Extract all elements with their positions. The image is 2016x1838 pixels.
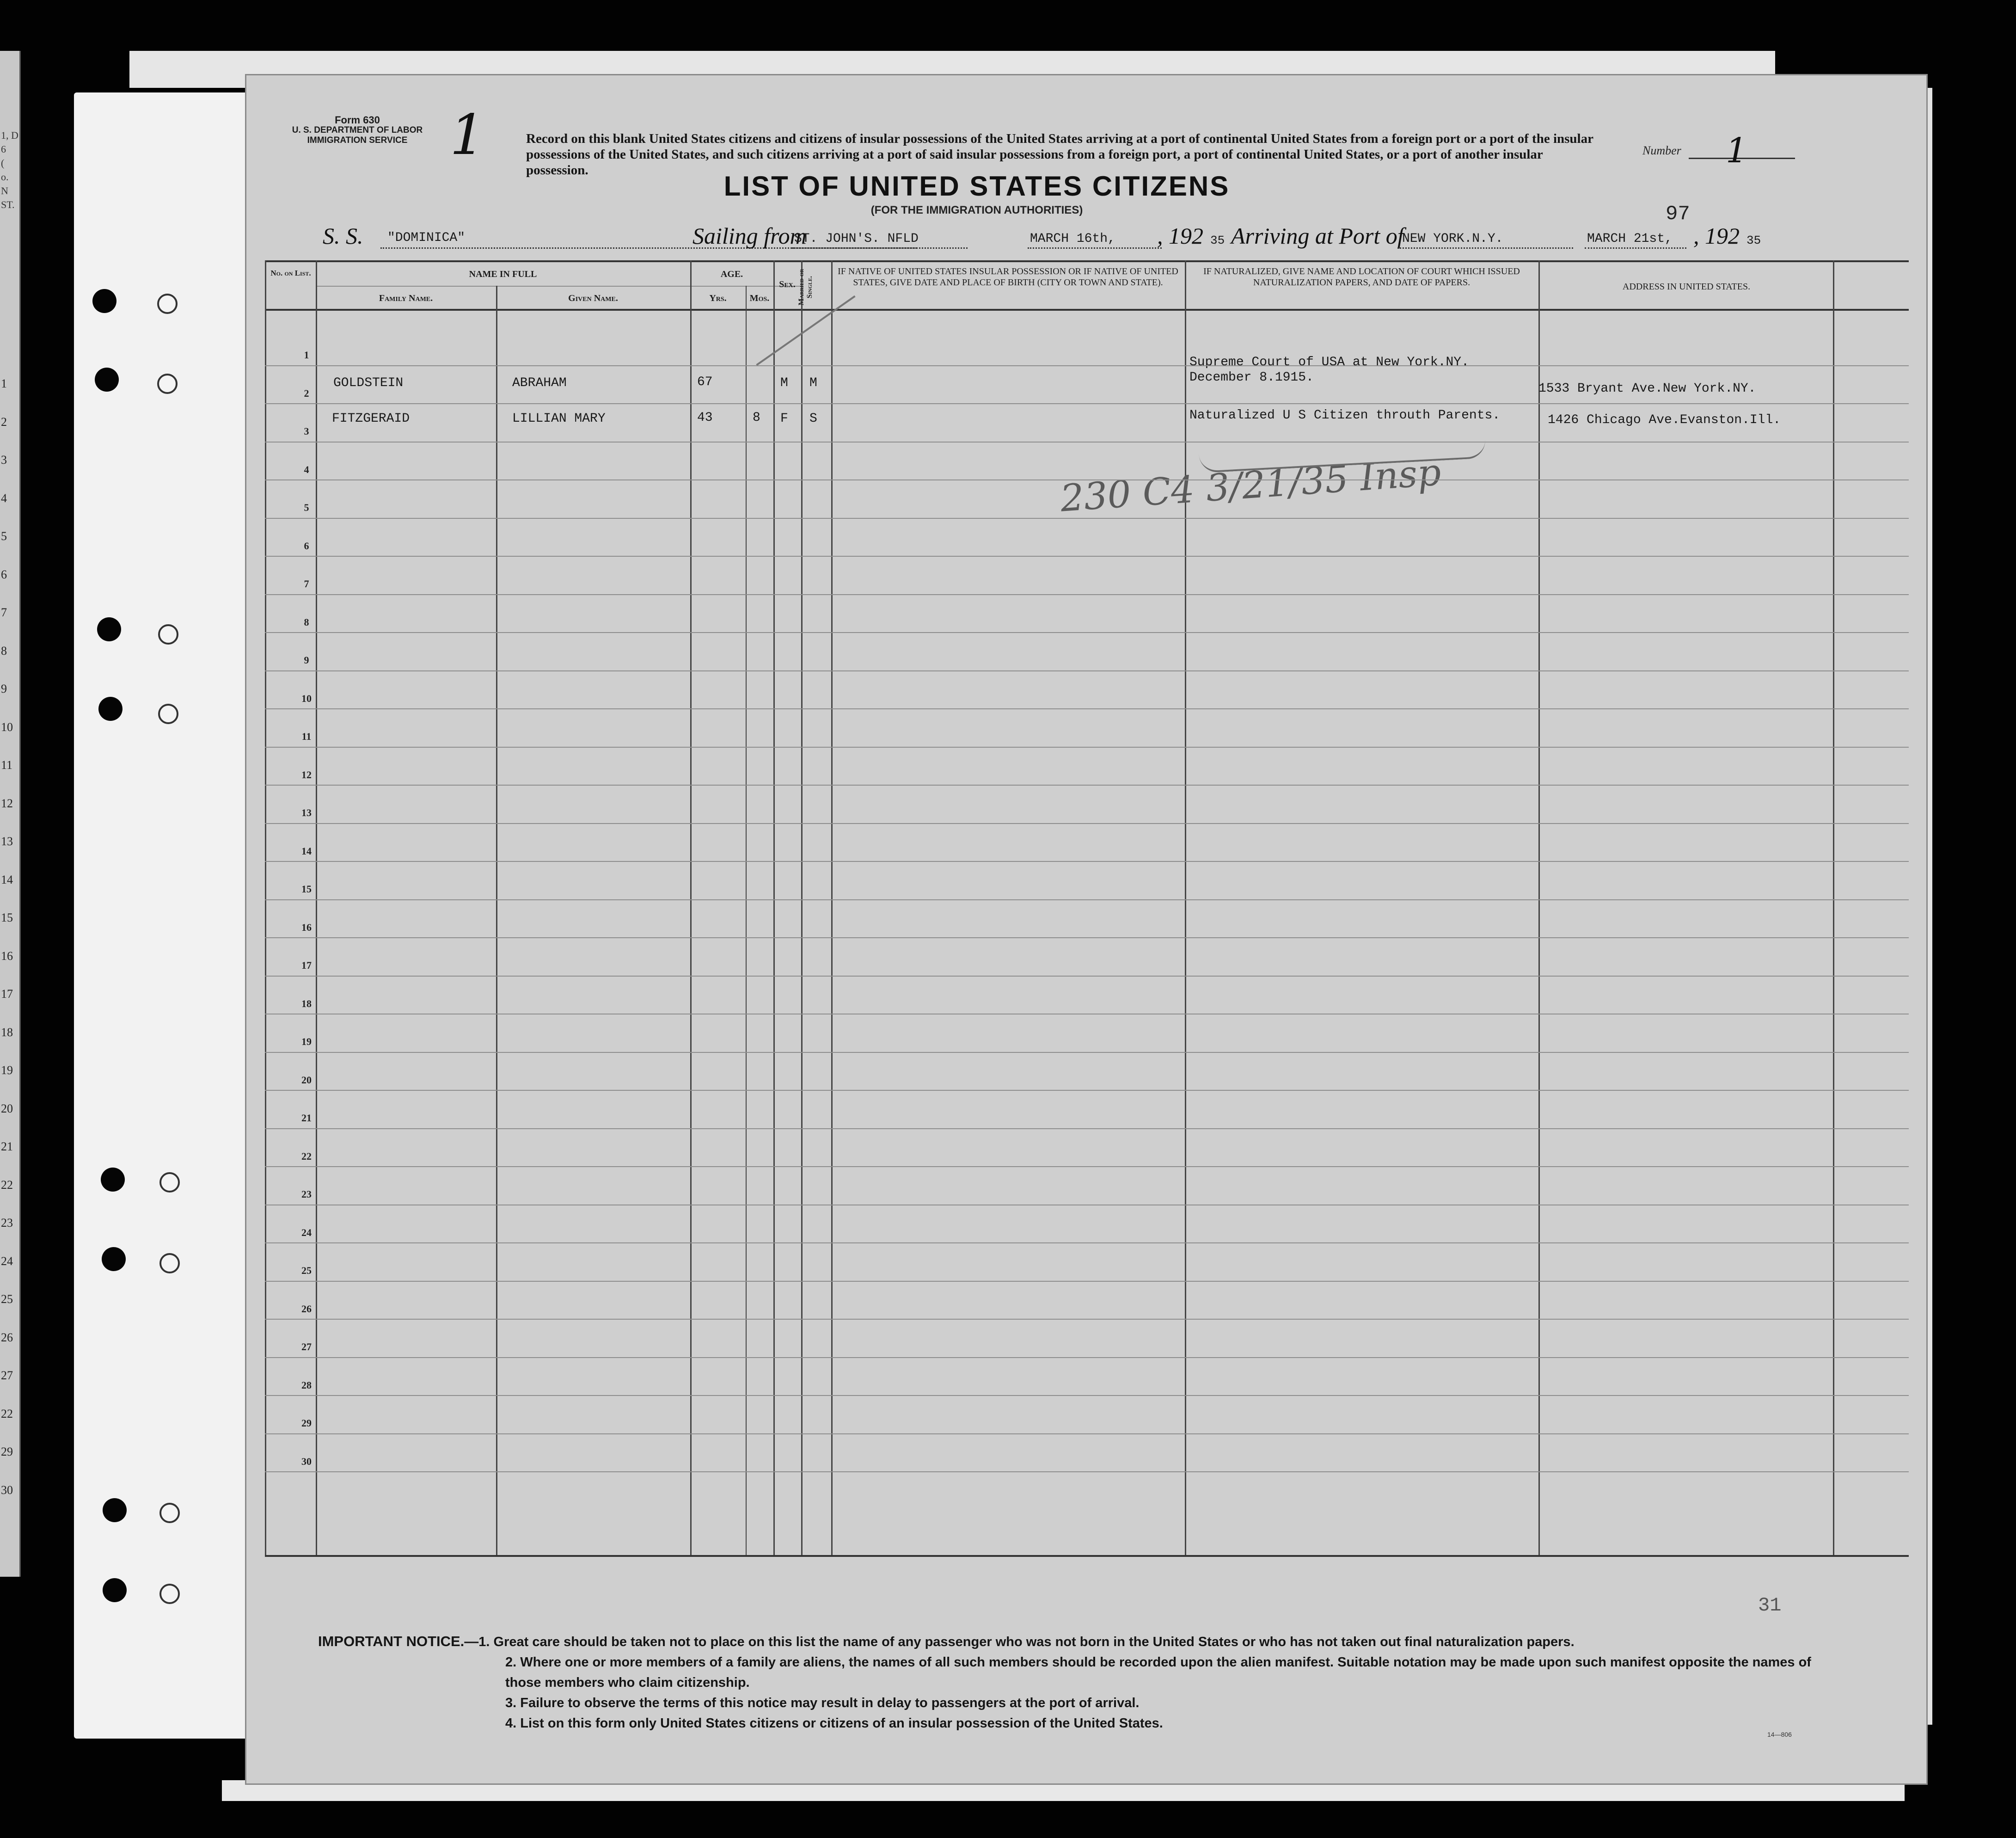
arrival-port-underline [1397, 247, 1573, 249]
ss-label: S. S. [323, 223, 363, 249]
header-mos: Mos. [749, 293, 770, 303]
col-divider [316, 260, 317, 1555]
header-name-in-full: NAME IN FULL [469, 269, 537, 279]
sailing-date-underline [1028, 247, 1162, 249]
header-family-name: Family Name. [379, 293, 433, 303]
row-number: 27 [301, 1341, 312, 1352]
arrival-date-underline [1585, 247, 1686, 249]
stub-row-number: 3 [1, 453, 7, 467]
header-age: AGE. [720, 269, 743, 279]
col-divider [746, 286, 747, 1555]
stub-row-number: 21 [1, 1140, 13, 1153]
row-number: 15 [301, 883, 312, 895]
row-rule [265, 1281, 1909, 1282]
stub-row-number: 10 [1, 720, 13, 734]
row-rule [265, 1357, 1909, 1358]
punch-hole [102, 1247, 126, 1271]
row-rule [265, 1471, 1909, 1472]
row-rule [265, 632, 1909, 633]
department-name: U. S. DEPARTMENT OF LABOR [292, 125, 423, 135]
header-naturalized: IF NATURALIZED, GIVE NAME AND LOCATION OF COURT WHICH ISSUED NATURALIZATION PAPERS, AND DATE OF PAPERS. [1203, 266, 1520, 288]
stub-row-number: 20 [1, 1101, 13, 1115]
punch-hole [92, 289, 116, 313]
punch-hole [103, 1498, 127, 1522]
ring-hole [157, 374, 178, 394]
passenger-table [265, 260, 1909, 1578]
row-rule [265, 976, 1909, 977]
passenger-2-age-mos: 8 [753, 411, 760, 425]
stub-row-number: 25 [1, 1292, 13, 1306]
row-rule [265, 1319, 1909, 1320]
ring-hole [159, 1172, 180, 1193]
passenger-2-given-name: LILLIAN MARY [512, 412, 606, 426]
row-number: 3 [304, 425, 309, 437]
stub-header-text: ( [1, 157, 5, 169]
row-rule [265, 479, 1909, 480]
row-rule [265, 556, 1909, 557]
notice-item [318, 1631, 1834, 1652]
stub-row-number: 30 [1, 1483, 13, 1497]
row-rule [265, 1395, 1909, 1396]
row-number: 19 [301, 1036, 312, 1047]
inspector-signature [1198, 419, 1486, 473]
row-number: 5 [304, 502, 309, 513]
arriving-label: Arriving at Port of [1231, 223, 1404, 249]
stub-row-number: 23 [1, 1216, 13, 1229]
row-rule [265, 594, 1909, 595]
table-top-rule [265, 260, 1909, 262]
row-number: 17 [301, 959, 312, 971]
row-rule [265, 442, 1909, 443]
row-rule [265, 403, 1909, 404]
row-rule [265, 747, 1909, 748]
col-divider [801, 260, 803, 1555]
row-number: 24 [301, 1226, 312, 1238]
inspector-annotation: 230 C4 3/21/35 Insp [1059, 450, 1443, 520]
row-number: 26 [301, 1303, 312, 1315]
form-identifier [279, 115, 436, 146]
number-label: Number [1642, 144, 1681, 157]
stub-row-number: 2 [1, 415, 7, 429]
row-rule [265, 861, 1909, 862]
stub-row-number: 16 [1, 949, 13, 963]
sailing-label: Sailing from [692, 223, 807, 249]
ring-hole [157, 294, 178, 314]
row-rule [265, 1242, 1909, 1243]
notice-lead: IMPORTANT NOTICE.— [318, 1633, 479, 1649]
notice-item: 3. Failure to observe the terms of this notice may result in delay to passengers at the port of arrival. [505, 1696, 1140, 1710]
col-divider [1833, 260, 1834, 1555]
row-rule [265, 1128, 1909, 1129]
sailing-port: ST. JOHN'S. NFLD [794, 232, 919, 246]
row-number: 14 [301, 845, 312, 857]
stub-header-text: 1, D [1, 129, 18, 141]
header-no-on-list: No. on List. [270, 269, 311, 277]
stub-row-number: 17 [1, 987, 13, 1001]
ring-hole [159, 1253, 180, 1273]
header-sex: Sex. [779, 279, 796, 289]
passenger-1-family-name: GOLDSTEIN [333, 376, 404, 390]
row-number: 8 [304, 616, 309, 628]
row-number: 2 [304, 387, 309, 399]
stub-header-text: N [1, 185, 8, 197]
stamp-number: 97 [1666, 203, 1690, 226]
sailing-year-prefix: , 192 [1157, 223, 1203, 249]
passenger-1-marital: M [809, 376, 817, 390]
row-number: 30 [301, 1455, 312, 1467]
punch-hole [101, 1168, 125, 1192]
punch-hole [95, 368, 119, 392]
notice-item: 2. Where one or more members of a family are aliens, the names of all such members should be recorded upon the alien manifest. Suitable notation may be made upon such manifest opposite the names of those members who claim citizenship. [505, 1655, 1811, 1690]
passenger-1-age-yrs: 67 [697, 375, 713, 389]
header-yrs: Yrs. [709, 293, 727, 303]
stub-row-number: 11 [1, 758, 13, 772]
stub-row-number: 18 [1, 1025, 13, 1039]
service-name: IMMIGRATION SERVICE [307, 135, 408, 145]
stub-row-number: 15 [1, 911, 13, 924]
passenger-2-family-name: FITZGERAID [332, 412, 410, 426]
form-instructions: Record on this blank United States citizens and citizens of insular possessions of the United States arriving at a port of continental United States from a foreign port or a port of the insular possessions of the United States, and such citizens arriving at a port of said insular possessions from a foreign port, a port of continental United States, or a port of another insular possession. [526, 131, 1593, 178]
row-number: 22 [301, 1150, 312, 1162]
name-subheader-rule [316, 286, 801, 287]
row-number: 28 [301, 1379, 312, 1391]
row-number: 29 [301, 1417, 312, 1429]
row-number: 18 [301, 997, 312, 1009]
row-number: 23 [301, 1188, 312, 1200]
stub-header-text: o. [1, 171, 9, 183]
row-rule [265, 823, 1909, 824]
row-number: 16 [301, 921, 312, 933]
header-married-or-single: Married or Single. [797, 269, 814, 306]
passenger-1-naturalized-court: Supreme Court of USA at New York.NY. [1189, 355, 1469, 369]
arrival-year-suffix: 35 [1746, 234, 1761, 247]
important-notice [318, 1631, 1834, 1733]
ring-hole [158, 704, 178, 724]
sailing-date: MARCH 16th, [1030, 232, 1115, 246]
row-number: 10 [301, 692, 312, 704]
notice-item-1: 1. Great care should be taken not to place on this list the name of any passenger who was not born in the United States or who has not taken out final naturalization papers. [478, 1635, 1575, 1649]
document-title: LIST OF UNITED STATES CITIZENS [723, 171, 1230, 202]
ring-hole [159, 1584, 180, 1604]
row-rule [265, 785, 1909, 786]
passenger-2-sex: F [780, 412, 788, 426]
row-rule [265, 1433, 1909, 1434]
stub-row-number: 5 [1, 529, 7, 543]
row-number: 6 [304, 540, 309, 552]
header-address: ADDRESS IN UNITED STATES. [1622, 282, 1751, 292]
stub-row-number: 27 [1, 1369, 13, 1382]
ring-hole [159, 1503, 180, 1523]
col-divider [265, 260, 266, 1555]
col-divider [831, 260, 833, 1555]
notice-item: 4. List on this form only United States citizens or citizens of an insular possession of the United States. [505, 1716, 1163, 1731]
stub-row-number: 9 [1, 682, 7, 695]
passenger-1-sex: M [780, 376, 788, 390]
header-given-name: Given Name. [568, 293, 618, 303]
punch-hole [98, 697, 123, 721]
col-divider [496, 286, 497, 1555]
row-number: 9 [304, 654, 309, 666]
stub-row-number: 26 [1, 1330, 13, 1344]
form-number: Form 630 [335, 114, 380, 126]
passenger-2-marital: S [809, 412, 817, 426]
row-rule [265, 365, 1909, 366]
stub-row-number: 14 [1, 873, 13, 886]
stub-row-number: 4 [1, 491, 7, 505]
row-number: 12 [301, 768, 312, 781]
stub-row-number: 13 [1, 835, 13, 848]
col-divider [1538, 260, 1540, 1555]
manifest-sheet [245, 74, 1928, 1785]
punch-hole [97, 617, 121, 641]
row-number: 25 [301, 1265, 312, 1276]
stub-row-number: 29 [1, 1445, 13, 1458]
passenger-1-address: 1533 Bryant Ave.New York.NY. [1538, 381, 1756, 396]
stub-row-number: 22 [1, 1178, 13, 1192]
handwritten-mark: 1 [450, 103, 485, 167]
row-number: 7 [304, 578, 309, 590]
row-number: 20 [301, 1074, 312, 1086]
stub-row-number: 7 [1, 606, 7, 619]
stub-row-number: 19 [1, 1063, 13, 1077]
col-divider [773, 260, 775, 1555]
sailing-port-underline [792, 247, 968, 249]
row-number: 11 [301, 731, 312, 742]
document-subtitle: (FOR THE IMMIGRATION AUTHORITIES) [870, 204, 1083, 216]
stub-header-text: ST. [1, 199, 15, 210]
row-number: 1 [304, 349, 309, 361]
page-number: 31 [1758, 1594, 1782, 1617]
row-number: 13 [301, 807, 312, 818]
print-code: 14—806 [1767, 1731, 1792, 1738]
passenger-2-address: 1426 Chicago Ave.Evanston.Ill. [1548, 413, 1781, 427]
passenger-1-naturalized-date: December 8.1915. [1189, 370, 1314, 385]
stub-row-number: 12 [1, 796, 13, 810]
row-number: 4 [304, 463, 309, 475]
passenger-2-naturalized-note: Naturalized U S Citizen throuth Parents. [1189, 408, 1501, 423]
row-number: 21 [301, 1112, 312, 1124]
col-divider [690, 260, 692, 1555]
header-bottom-rule [265, 309, 1909, 311]
row-rule [265, 670, 1909, 671]
ring-hole [158, 624, 178, 645]
passenger-2-age-yrs: 43 [697, 411, 713, 425]
row-rule [265, 899, 1909, 900]
adjacent-page-stub [0, 51, 21, 1577]
header-native: IF NATIVE OF UNITED STATES INSULAR POSSESSION OR IF NATIVE OF UNITED STATES, GIVE DATE AND PLACE OF BIRTH (CITY OR TOWN AND STATE). [838, 266, 1178, 288]
ship-name: "DOMINICA" [387, 231, 466, 245]
arrival-year-prefix: , 192 [1693, 223, 1740, 249]
table-bottom-rule [265, 1555, 1909, 1557]
row-rule [265, 1090, 1909, 1091]
stub-header-text: 6 [1, 143, 6, 155]
stub-row-number: 6 [1, 567, 7, 581]
row-rule [265, 937, 1909, 938]
arrival-date: MARCH 21st, [1587, 232, 1673, 246]
arrival-port: NEW YORK.N.Y. [1402, 232, 1503, 246]
stub-row-number: 22 [1, 1407, 13, 1420]
stub-row-number: 24 [1, 1254, 13, 1268]
number-value: 1 [1726, 131, 1748, 171]
stub-row-number: 8 [1, 644, 7, 658]
sailing-year-suffix: 35 [1210, 234, 1225, 247]
row-rule [265, 1052, 1909, 1053]
row-rule [265, 708, 1909, 709]
passenger-1-given-name: ABRAHAM [512, 376, 567, 390]
stub-row-number: 1 [1, 377, 7, 390]
punch-hole [103, 1578, 127, 1602]
col-divider [1185, 260, 1186, 1555]
row-rule [265, 1166, 1909, 1167]
row-rule [265, 518, 1909, 519]
